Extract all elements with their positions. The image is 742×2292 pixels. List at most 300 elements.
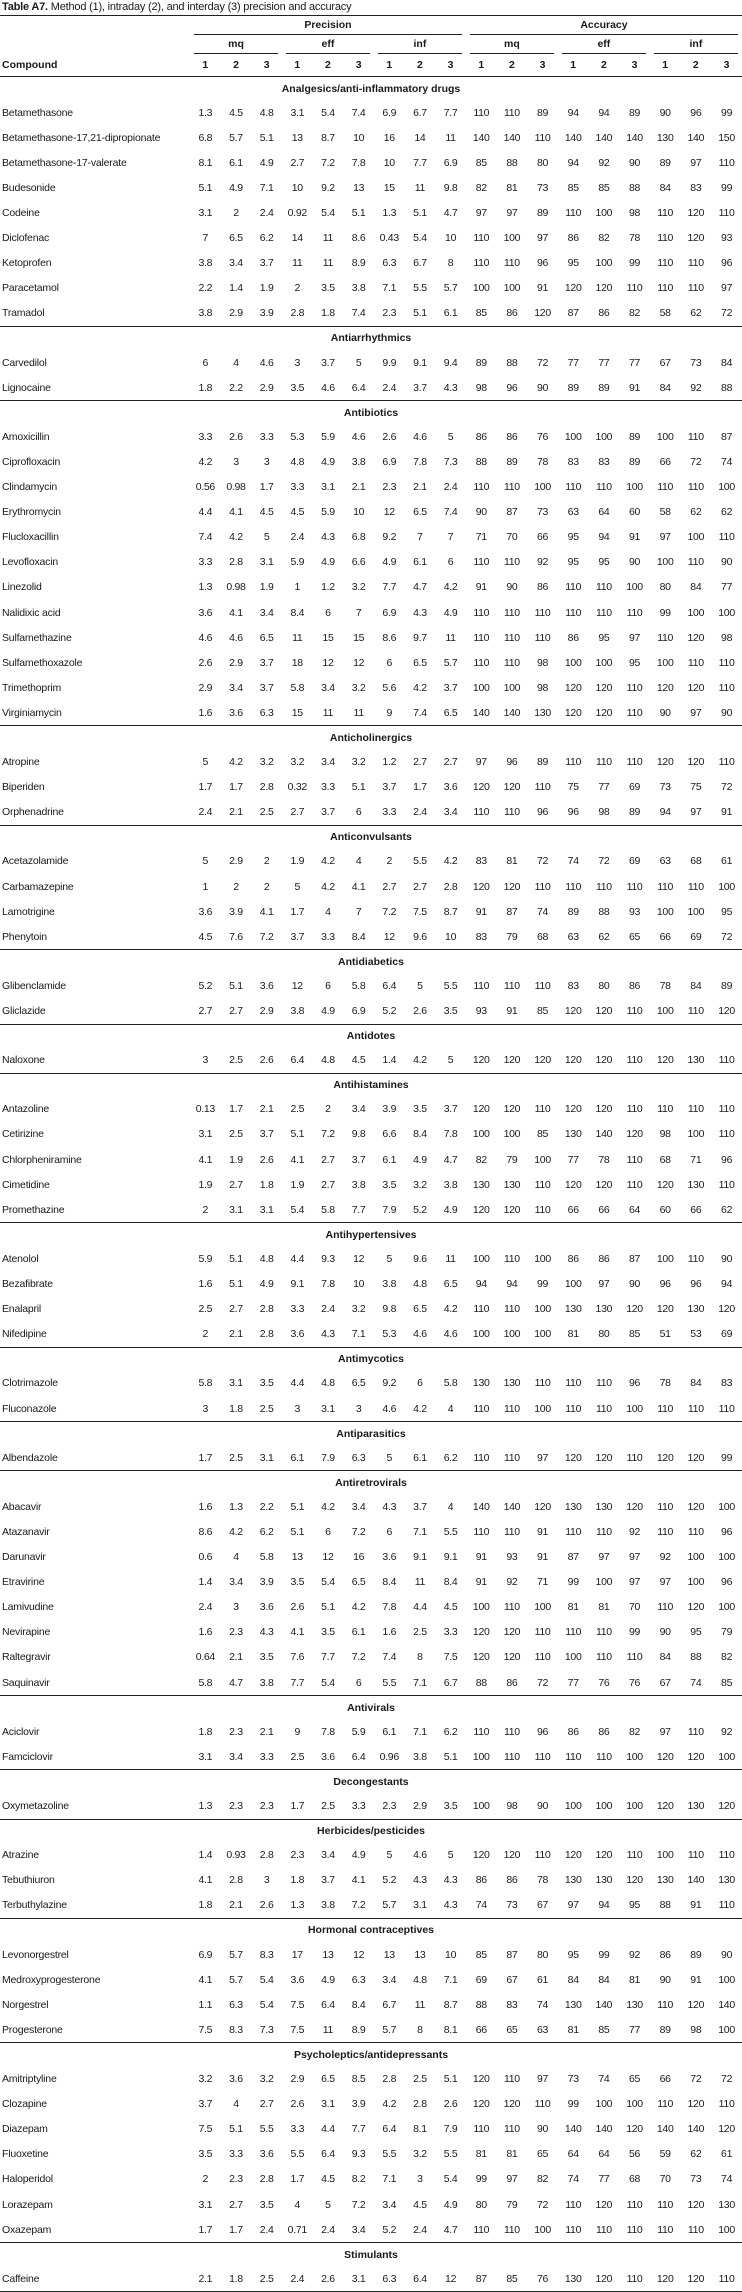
accuracy-value: 110 bbox=[687, 656, 704, 669]
table-row bbox=[0, 175, 742, 200]
accuracy-value: 71 bbox=[475, 531, 487, 544]
precision-value: 5 bbox=[202, 756, 209, 769]
group-title: Antiarrhythmics bbox=[0, 326, 742, 350]
accuracy-value: 120 bbox=[534, 1500, 551, 1513]
accuracy-value: 72 bbox=[721, 781, 733, 794]
accuracy-value: 110 bbox=[473, 1402, 490, 1415]
precision-value: 2.5 bbox=[321, 1800, 335, 1813]
precision-value: 3.9 bbox=[351, 2098, 366, 2111]
precision-value: 7 bbox=[202, 232, 209, 245]
accuracy-value: 110 bbox=[503, 556, 520, 569]
compound-name: Atrazine bbox=[2, 1849, 39, 1862]
precision-value: 4.5 bbox=[198, 930, 213, 943]
accuracy-value: 89 bbox=[506, 455, 518, 468]
accuracy-value: 87 bbox=[466, 2266, 497, 2292]
table-row bbox=[0, 1297, 742, 1322]
accuracy-value: 86 bbox=[475, 1874, 487, 1887]
precision-value: 7.8 bbox=[321, 1725, 335, 1738]
accuracy-value: 91 bbox=[475, 581, 487, 594]
precision-value: 4.4 bbox=[198, 506, 213, 519]
compound-name: Medroxyprogesterone bbox=[2, 1973, 101, 1986]
precision-value: 2.8 bbox=[413, 2098, 427, 2111]
accuracy-value: 110 bbox=[687, 880, 704, 893]
precision-value: 7.4 bbox=[198, 531, 213, 544]
precision-value: 2.7 bbox=[321, 1153, 335, 1166]
precision-value: 0.43 bbox=[379, 232, 399, 245]
compound-name: Diazepam bbox=[2, 2123, 48, 2136]
accuracy-value: 66 bbox=[659, 930, 671, 943]
accuracy-value: 100 bbox=[687, 1551, 705, 1564]
accuracy-value: 110 bbox=[711, 2266, 742, 2292]
compound-name: Ciprofloxacin bbox=[2, 455, 61, 468]
accuracy-value: 74 bbox=[537, 905, 549, 918]
precision-value: 1.3 bbox=[229, 1500, 243, 1513]
accuracy-value: 95 bbox=[567, 556, 579, 569]
compound-name: Progesterone bbox=[2, 2023, 63, 2036]
group-header-row bbox=[0, 1471, 742, 1495]
precision-value: 4.9 bbox=[321, 556, 335, 569]
header-precision-label: Precision bbox=[194, 16, 462, 35]
accuracy-value: 61 bbox=[721, 2148, 733, 2161]
precision-value: 6.9 bbox=[198, 1948, 213, 1961]
precision-value: 0.98 bbox=[226, 581, 246, 594]
precision-value: 2.4 bbox=[413, 806, 427, 819]
precision-value: 2 bbox=[263, 880, 270, 893]
precision-value: 5.4 bbox=[259, 1998, 274, 2011]
group-title: Antiretrovirals bbox=[0, 1471, 742, 1495]
precision-value: 13 bbox=[291, 131, 303, 144]
precision-value: 1.7 bbox=[229, 1103, 243, 1116]
accuracy-value: 130 bbox=[595, 1303, 613, 1316]
accuracy-value: 110 bbox=[626, 282, 643, 295]
precision-value: 2.7 bbox=[382, 880, 397, 893]
table-row bbox=[0, 1570, 742, 1595]
accuracy-value: 66 bbox=[659, 2073, 671, 2086]
precision-value: 6.4 bbox=[382, 979, 397, 992]
precision-value: 1.9 bbox=[229, 1153, 243, 1166]
precision-value: 4.4 bbox=[413, 1601, 427, 1614]
accuracy-value: 98 bbox=[475, 381, 487, 394]
accuracy-value: 120 bbox=[626, 1874, 643, 1887]
header-matrix bbox=[466, 35, 558, 54]
precision-value: 2.8 bbox=[443, 880, 458, 893]
table-row bbox=[0, 251, 742, 276]
precision-value: 5.8 bbox=[259, 1551, 274, 1564]
accuracy-value: 97 bbox=[628, 631, 641, 644]
table-row bbox=[0, 1868, 742, 1893]
precision-value: 3.6 bbox=[290, 1973, 305, 1986]
precision-value: 7.5 bbox=[443, 1651, 458, 1664]
accuracy-value: 140 bbox=[687, 131, 705, 144]
accuracy-value: 140 bbox=[718, 1998, 735, 2011]
compound-name: Budesonide bbox=[2, 181, 56, 194]
accuracy-value: 110 bbox=[626, 681, 643, 694]
compound-name: Oxazepam bbox=[2, 2223, 52, 2236]
precision-value: 7.6 bbox=[229, 930, 243, 943]
precision-value: 6.4 bbox=[321, 1998, 335, 2011]
precision-value: 6.1 bbox=[229, 156, 243, 169]
group-title: Antihypertensives bbox=[0, 1223, 742, 1247]
accuracy-value: 120 bbox=[503, 1626, 521, 1639]
precision-value: 3.6 bbox=[198, 905, 213, 918]
accuracy-value: 120 bbox=[534, 307, 551, 320]
accuracy-value: 68 bbox=[690, 855, 702, 868]
accuracy-value: 77 bbox=[598, 2173, 610, 2186]
accuracy-value: 97 bbox=[537, 1451, 549, 1464]
accuracy-value: 110 bbox=[657, 207, 674, 220]
accuracy-value: 130 bbox=[472, 1377, 490, 1390]
precision-value: 4.9 bbox=[443, 606, 458, 619]
accuracy-value: 69 bbox=[628, 781, 641, 794]
accuracy-value: 110 bbox=[718, 156, 735, 169]
precision-value: 2.3 bbox=[229, 1725, 243, 1738]
compound-name: Lorazepam bbox=[2, 2198, 53, 2211]
accuracy-value: 82 bbox=[475, 1153, 487, 1166]
accuracy-value: 100 bbox=[595, 1800, 613, 1813]
precision-value: 4.3 bbox=[259, 1626, 274, 1639]
accuracy-value: 110 bbox=[565, 1377, 582, 1390]
accuracy-value: 87 bbox=[506, 1948, 518, 1961]
accuracy-value: 110 bbox=[503, 1601, 520, 1614]
precision-value: 2.7 bbox=[198, 1005, 213, 1018]
precision-value: 13 bbox=[353, 181, 365, 194]
precision-value: 4.2 bbox=[321, 880, 335, 893]
precision-value: 11 bbox=[322, 706, 334, 719]
group-title: Antihistamines bbox=[0, 1073, 742, 1097]
precision-value: 3.2 bbox=[413, 1178, 427, 1191]
precision-value: 6 bbox=[325, 979, 331, 992]
accuracy-value: 130 bbox=[558, 2266, 589, 2292]
precision-value: 4.2 bbox=[413, 1054, 427, 1067]
precision-value: 8.6 bbox=[351, 232, 366, 245]
accuracy-value: 110 bbox=[534, 880, 551, 893]
precision-value: 3.4 bbox=[259, 606, 274, 619]
header-replicate: 2 bbox=[221, 54, 252, 77]
precision-value: 5.1 bbox=[413, 207, 427, 220]
precision-value: 7.4 bbox=[351, 307, 366, 320]
precision-value: 7.7 bbox=[351, 1203, 366, 1216]
precision-value: 2.9 bbox=[290, 2073, 305, 2086]
compound-name: Norgestrel bbox=[2, 1998, 49, 2011]
precision-value: 1.4 bbox=[229, 282, 243, 295]
accuracy-value: 88 bbox=[628, 181, 641, 194]
precision-value: 2 bbox=[202, 1203, 209, 1216]
accuracy-value: 93 bbox=[721, 232, 733, 245]
compound-name: Glibenclamide bbox=[2, 979, 66, 992]
accuracy-value: 120 bbox=[626, 2123, 643, 2136]
accuracy-value: 65 bbox=[506, 2023, 518, 2036]
accuracy-value: 130 bbox=[656, 131, 674, 144]
precision-value: 3.2 bbox=[351, 1303, 366, 1316]
accuracy-value: 74 bbox=[598, 2073, 610, 2086]
precision-value: 2.1 bbox=[259, 1103, 274, 1116]
precision-value: 2.7 bbox=[259, 2098, 274, 2111]
precision-value: 2 bbox=[233, 207, 239, 220]
table-row bbox=[0, 1519, 742, 1544]
accuracy-value: 100 bbox=[503, 681, 521, 694]
precision-value: 4 bbox=[233, 356, 239, 369]
accuracy-value: 92 bbox=[598, 156, 610, 169]
compound-name: Betamethasone-17-valerate bbox=[2, 156, 127, 169]
accuracy-value: 120 bbox=[656, 1800, 674, 1813]
accuracy-value: 69 bbox=[475, 1973, 487, 1986]
accuracy-value: 110 bbox=[657, 1500, 674, 1513]
precision-value: 9.8 bbox=[351, 1128, 366, 1141]
precision-value: 2.6 bbox=[290, 2098, 305, 2111]
precision-value: 1.8 bbox=[198, 1725, 213, 1738]
accuracy-value: 95 bbox=[567, 1948, 579, 1961]
precision-value: 3.5 bbox=[443, 1800, 458, 1813]
table-row bbox=[0, 475, 742, 500]
accuracy-value: 90 bbox=[537, 1800, 549, 1813]
precision-value: 5.7 bbox=[229, 1973, 243, 1986]
precision-value: 11 bbox=[414, 1998, 426, 2011]
accuracy-value: 150 bbox=[718, 131, 735, 144]
precision-value: 15 bbox=[322, 631, 334, 644]
precision-value: 5.3 bbox=[290, 430, 305, 443]
precision-value: 3.1 bbox=[229, 1377, 243, 1390]
accuracy-value: 110 bbox=[718, 1054, 735, 1067]
accuracy-value: 110 bbox=[595, 1402, 612, 1415]
precision-value: 3.4 bbox=[351, 2223, 366, 2236]
accuracy-value: 73 bbox=[690, 2173, 702, 2186]
accuracy-value: 100 bbox=[472, 1128, 490, 1141]
accuracy-value: 110 bbox=[626, 756, 643, 769]
accuracy-value: 110 bbox=[534, 1651, 551, 1664]
precision-value: 2.3 bbox=[382, 1800, 397, 1813]
precision-value: 11 bbox=[292, 257, 303, 270]
precision-value: 5.7 bbox=[229, 131, 243, 144]
accuracy-value: 78 bbox=[537, 1874, 549, 1887]
table-row bbox=[0, 1122, 742, 1147]
precision-value: 4.4 bbox=[290, 1252, 305, 1265]
accuracy-value: 90 bbox=[721, 1948, 733, 1961]
precision-value: 11 bbox=[445, 131, 456, 144]
precision-value: 3.1 bbox=[321, 481, 335, 494]
header-replicate: 1 bbox=[558, 54, 589, 77]
precision-value: 1.6 bbox=[198, 1500, 213, 1513]
accuracy-value: 66 bbox=[475, 2023, 487, 2036]
compound-name: Acetazolamide bbox=[2, 855, 69, 868]
accuracy-value: 110 bbox=[534, 606, 551, 619]
accuracy-value: 130 bbox=[564, 1303, 582, 1316]
table-row bbox=[0, 1545, 742, 1570]
precision-value: 12 bbox=[383, 930, 395, 943]
precision-value: 5.4 bbox=[321, 1576, 335, 1589]
accuracy-value: 130 bbox=[718, 2198, 735, 2211]
table-row bbox=[0, 550, 742, 575]
accuracy-value: 79 bbox=[721, 1626, 733, 1639]
precision-value: 6.9 bbox=[351, 1005, 366, 1018]
accuracy-value: 110 bbox=[595, 880, 612, 893]
compound-name: Caffeine bbox=[0, 2266, 190, 2292]
accuracy-value: 120 bbox=[595, 681, 613, 694]
compound-name: Levofloxacin bbox=[2, 556, 58, 569]
precision-value: 2 bbox=[263, 855, 270, 868]
precision-value: 4.2 bbox=[321, 855, 335, 868]
accuracy-value: 74 bbox=[567, 855, 579, 868]
accuracy-value: 96 bbox=[721, 1525, 733, 1538]
precision-value: 7.8 bbox=[413, 455, 427, 468]
accuracy-value: 98 bbox=[721, 631, 733, 644]
precision-value: 4.9 bbox=[351, 1849, 366, 1862]
accuracy-value: 89 bbox=[628, 106, 641, 119]
header-row-replicate bbox=[0, 54, 742, 77]
accuracy-value: 110 bbox=[687, 1525, 704, 1538]
accuracy-value: 100 bbox=[472, 282, 490, 295]
accuracy-value: 89 bbox=[475, 356, 487, 369]
accuracy-value: 85 bbox=[567, 181, 579, 194]
accuracy-value: 64 bbox=[628, 1203, 641, 1216]
compound-name: Linezolid bbox=[2, 581, 42, 594]
precision-value: 5.4 bbox=[413, 232, 427, 245]
table-row bbox=[0, 125, 742, 150]
precision-value: 8.3 bbox=[259, 1948, 274, 1961]
accuracy-value: 130 bbox=[656, 1874, 674, 1887]
accuracy-value: 62 bbox=[690, 307, 702, 320]
accuracy-value: 110 bbox=[503, 2123, 520, 2136]
precision-value: 10 bbox=[445, 1948, 457, 1961]
accuracy-value: 88 bbox=[475, 1676, 487, 1689]
accuracy-value: 66 bbox=[659, 455, 671, 468]
precision-value: 2.7 bbox=[229, 2198, 243, 2211]
accuracy-value: 94 bbox=[721, 1278, 733, 1291]
header-replicate: 2 bbox=[497, 54, 528, 77]
table-row bbox=[0, 1620, 742, 1645]
accuracy-value: 96 bbox=[537, 1725, 549, 1738]
group-header-row bbox=[0, 1819, 742, 1843]
precision-value: 3 bbox=[263, 455, 270, 468]
precision-value: 4.1 bbox=[351, 1874, 366, 1887]
accuracy-value: 94 bbox=[659, 806, 671, 819]
precision-value: 2.4 bbox=[198, 806, 213, 819]
precision-value: 5 bbox=[386, 1849, 393, 1862]
precision-value: 3.6 bbox=[259, 979, 274, 992]
precision-value: 6.1 bbox=[290, 1451, 305, 1464]
accuracy-value: 120 bbox=[656, 1303, 674, 1316]
group-header-row bbox=[0, 401, 742, 425]
precision-value: 2.5 bbox=[259, 806, 274, 819]
precision-value: 11 bbox=[322, 2023, 334, 2036]
precision-value: 5.1 bbox=[443, 2073, 458, 2086]
group-header-row bbox=[0, 1696, 742, 1720]
header-accuracy bbox=[466, 16, 742, 36]
accuracy-value: 100 bbox=[718, 606, 735, 619]
precision-value: 2.1 bbox=[351, 481, 366, 494]
accuracy-value: 68 bbox=[628, 2173, 641, 2186]
accuracy-value: 140 bbox=[564, 2123, 582, 2136]
accuracy-value: 97 bbox=[537, 2073, 549, 2086]
precision-value: 3.1 bbox=[413, 1899, 427, 1912]
header-accuracy-label: Accuracy bbox=[470, 16, 738, 35]
compound-name: Trimethoprim bbox=[2, 681, 62, 694]
table-row bbox=[0, 2067, 742, 2092]
table-row bbox=[0, 575, 742, 600]
accuracy-value: 110 bbox=[718, 1402, 735, 1415]
table-row bbox=[0, 700, 742, 726]
compound-name: Clozapine bbox=[2, 2098, 47, 2111]
table-row bbox=[0, 350, 742, 375]
precision-value: 8.6 bbox=[198, 1525, 213, 1538]
precision-value: 7.4 bbox=[443, 506, 458, 519]
accuracy-value: 93 bbox=[475, 1005, 487, 1018]
compound-name: Phenytoin bbox=[2, 930, 47, 943]
accuracy-value: 110 bbox=[657, 1103, 674, 1116]
precision-value: 1.6 bbox=[382, 1626, 397, 1639]
precision-value: 7.9 bbox=[443, 2123, 458, 2136]
precision-value: 3.3 bbox=[229, 2148, 243, 2161]
header-replicate: 2 bbox=[681, 54, 712, 77]
precision-value: 5.8 bbox=[198, 1377, 213, 1390]
accuracy-value: 110 bbox=[657, 2198, 674, 2211]
accuracy-value: 100 bbox=[687, 1128, 705, 1141]
precision-value: 2.6 bbox=[259, 1153, 274, 1166]
precision-value: 3.4 bbox=[321, 1849, 335, 1862]
accuracy-value: 81 bbox=[567, 2023, 579, 2036]
precision-value: 5.8 bbox=[351, 979, 366, 992]
accuracy-value: 80 bbox=[659, 581, 671, 594]
precision-value: 5.5 bbox=[443, 2148, 458, 2161]
accuracy-value: 95 bbox=[690, 1626, 702, 1639]
accuracy-value: 74 bbox=[537, 1998, 549, 2011]
accuracy-value: 100 bbox=[595, 656, 613, 669]
accuracy-value: 100 bbox=[626, 1402, 643, 1415]
accuracy-value: 83 bbox=[567, 455, 579, 468]
header-matrix bbox=[374, 35, 466, 54]
compound-name: Sulfamethazine bbox=[2, 631, 72, 644]
accuracy-value: 77 bbox=[628, 2023, 641, 2036]
accuracy-value: 110 bbox=[687, 1402, 704, 1415]
precision-value: 3 bbox=[233, 455, 239, 468]
precision-value: 5 bbox=[447, 1849, 454, 1862]
precision-value: 6 bbox=[325, 606, 331, 619]
accuracy-value: 96 bbox=[721, 257, 733, 270]
accuracy-value: 87 bbox=[506, 506, 518, 519]
accuracy-value: 110 bbox=[503, 606, 520, 619]
accuracy-value: 110 bbox=[687, 282, 704, 295]
precision-value: 11 bbox=[353, 706, 364, 719]
precision-value: 6 bbox=[386, 1525, 393, 1538]
precision-value: 4.9 bbox=[413, 1153, 427, 1166]
table-row bbox=[0, 1322, 742, 1348]
accuracy-value: 74 bbox=[721, 455, 733, 468]
compound-name: Chlorpheniramine bbox=[2, 1153, 82, 1166]
accuracy-value: 88 bbox=[721, 381, 733, 394]
compound-name: Tramadol bbox=[2, 307, 45, 320]
precision-value: 1.7 bbox=[259, 481, 274, 494]
accuracy-value: 85 bbox=[537, 1128, 549, 1141]
precision-value: 3.2 bbox=[351, 756, 366, 769]
precision-value: 12 bbox=[322, 1551, 334, 1564]
accuracy-value: 96 bbox=[690, 106, 702, 119]
group-title: Psycholeptics/antidepressants bbox=[0, 2043, 742, 2067]
accuracy-value: 110 bbox=[565, 1402, 582, 1415]
precision-value: 5.1 bbox=[229, 2123, 243, 2136]
precision-value: 4.6 bbox=[198, 631, 213, 644]
accuracy-value: 100 bbox=[656, 656, 674, 669]
precision-value: 6.6 bbox=[382, 1128, 397, 1141]
precision-value: 8.7 bbox=[443, 1998, 458, 2011]
precision-value: 3.5 bbox=[259, 2198, 274, 2211]
accuracy-value: 110 bbox=[534, 1849, 551, 1862]
precision-value: 9.1 bbox=[413, 356, 427, 369]
header-blank bbox=[0, 35, 190, 54]
precision-value: 4.7 bbox=[443, 207, 458, 220]
table-row bbox=[0, 1793, 742, 1819]
accuracy-value: 89 bbox=[567, 905, 579, 918]
precision-value: 3.8 bbox=[382, 1278, 397, 1291]
precision-value: 2.7 bbox=[229, 1303, 243, 1316]
